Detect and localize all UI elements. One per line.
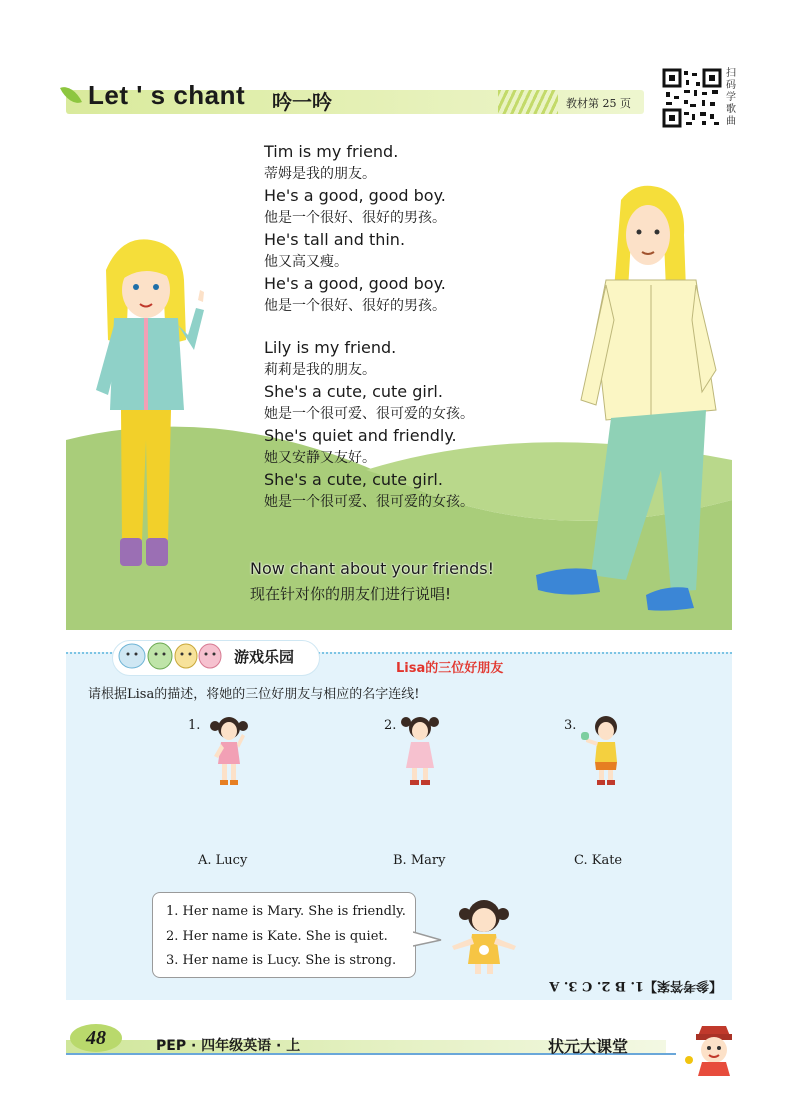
- girl-number: 2.: [384, 718, 397, 733]
- brand-name: 状元大课堂: [548, 1037, 629, 1056]
- header-stripes: [498, 90, 558, 114]
- chant-line-cn: 他是一个很好、很好的男孩。: [264, 210, 446, 226]
- clue-sentence: 2. Her name is Kate. She is quiet.: [166, 929, 388, 944]
- lisa-illustration: [446, 896, 522, 976]
- mascot-scholar-icon: [684, 1022, 744, 1078]
- chant-line-cn: 他又高又瘦。: [264, 254, 348, 270]
- textbook-page-reference: 教材第 25 页: [566, 97, 631, 110]
- girl-1-illustration[interactable]: [206, 712, 252, 788]
- chant-line-cn: 她是一个很可爱、很可爱的女孩。: [264, 406, 474, 422]
- girl-2-illustration[interactable]: [398, 712, 442, 788]
- section-title: Let ' s chant: [88, 80, 246, 110]
- game-instruction: 请根据Lisa的描述，将她的三位好朋友与相应的名字连线!: [88, 687, 420, 702]
- book-title: PEP · 四年级英语 · 上: [156, 1038, 301, 1054]
- chant-line-en: She's quiet and friendly.: [264, 426, 457, 445]
- girl-number: 1.: [188, 718, 201, 733]
- chant-line-en: He's tall and thin.: [264, 230, 406, 249]
- qr-code-icon[interactable]: [662, 68, 722, 128]
- name-option[interactable]: A. Lucy: [198, 853, 248, 868]
- name-option[interactable]: B. Mary: [393, 853, 446, 868]
- chant-prompt-en: Now chant about your friends!: [250, 559, 495, 578]
- girl-number: 3.: [564, 718, 577, 733]
- cartoon-mascots-icon: [116, 638, 234, 672]
- chant-line-cn: 蒂姆是我的朋友。: [264, 166, 376, 182]
- chant-line-en: She's a cute, cute girl.: [264, 470, 443, 489]
- section-subtitle: 吟一吟: [272, 90, 332, 114]
- game-title: 游戏乐园: [234, 648, 295, 666]
- chant-line-cn: 莉莉是我的朋友。: [264, 362, 376, 378]
- qr-label: 扫码学歌曲: [726, 68, 736, 127]
- clue-sentence: 1. Her name is Mary. She is friendly.: [166, 904, 406, 919]
- chant-line-en: Lily is my friend.: [264, 338, 397, 357]
- name-option[interactable]: C. Kate: [574, 853, 623, 868]
- chant-line-en: He's a good, good boy.: [264, 274, 446, 293]
- chant-line-cn: 她是一个很可爱、很可爱的女孩。: [264, 494, 474, 510]
- answer-key: 【参考答案】1. B 2. C 3. A: [549, 978, 722, 993]
- chant-prompt-cn: 现在针对你的朋友们进行说唱!: [250, 585, 452, 603]
- chant-lyrics: [264, 141, 564, 513]
- clue-sentence: 3. Her name is Lucy. She is strong.: [166, 953, 397, 968]
- chant-line-en: He's a good, good boy.: [264, 186, 446, 205]
- page-number: 48: [86, 1027, 106, 1049]
- chant-line-en: She's a cute, cute girl.: [264, 382, 443, 401]
- chant-line-cn: 她又安静又友好。: [264, 450, 376, 466]
- chant-line-cn: 他是一个很好、很好的男孩。: [264, 298, 446, 314]
- speech-bubble-tail: [413, 930, 443, 950]
- girl-3-illustration[interactable]: [580, 712, 626, 788]
- chant-line-en: Tim is my friend.: [264, 142, 399, 161]
- game-subtitle: Lisa的三位好朋友: [396, 661, 504, 676]
